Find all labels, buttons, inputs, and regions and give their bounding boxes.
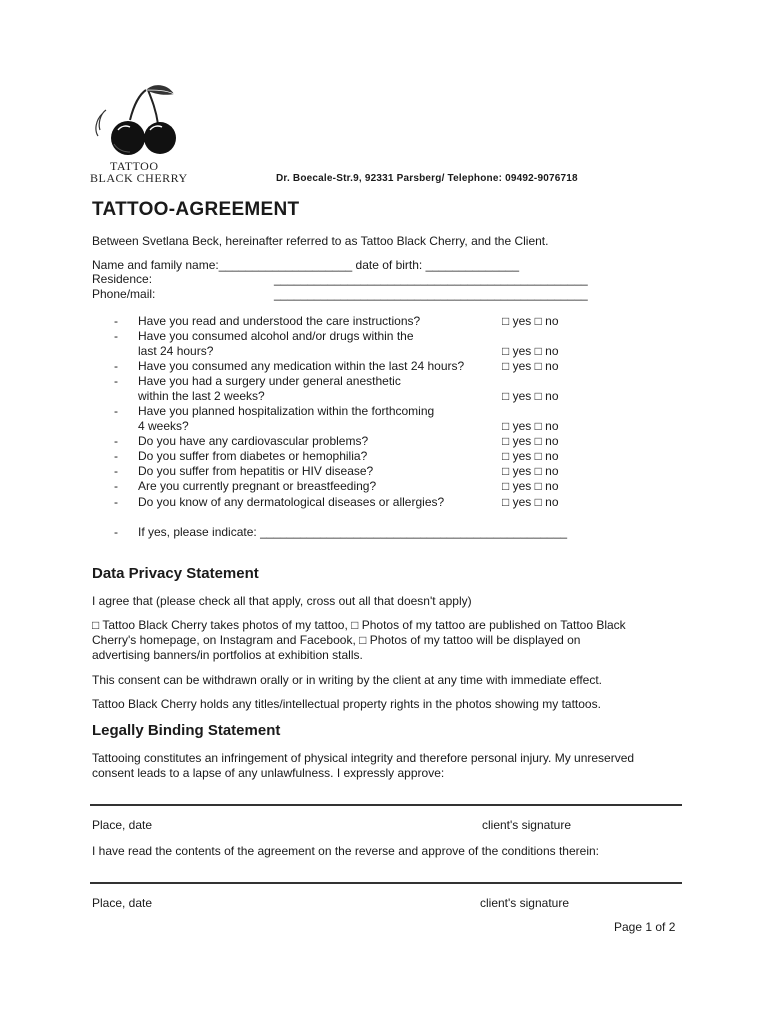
question-text: Are you currently pregnant or breastfeeding? — [138, 479, 377, 493]
list-dash: - — [114, 404, 118, 418]
question-text: Do you suffer from hepatitis or HIV disease? — [138, 464, 374, 478]
yes-no-checkbox[interactable]: □ yes □ no — [502, 344, 559, 358]
question-text: Do you know of any dermatological diseases or allergies? — [138, 495, 445, 509]
indicate-field[interactable]: If yes, please indicate: ______________________________________________ — [138, 525, 568, 539]
list-dash: - — [114, 464, 118, 478]
list-dash: - — [114, 314, 118, 328]
place-date-label: Place, date — [92, 896, 153, 910]
yes-no-checkbox[interactable]: □ yes □ no — [502, 495, 559, 509]
yes-no-checkbox[interactable]: □ yes □ no — [502, 314, 559, 328]
page-title: TATTOO-AGREEMENT — [92, 199, 300, 220]
signature-line[interactable] — [90, 882, 682, 884]
intro-text: Between Svetlana Beck, hereinafter referred to as Tattoo Black Cherry, and the Client. — [92, 234, 549, 248]
question-text: Have you consumed alcohol and/or drugs within the — [138, 329, 414, 343]
photo-consent-options[interactable]: Cherry's homepage, on Instagram and Facebook, □ Photos of my tattoo will be displayed on — [92, 633, 581, 647]
list-dash: - — [114, 495, 118, 509]
rights-text: Tattoo Black Cherry holds any titles/intellectual property rights in the photos showing my tattoos. — [92, 697, 601, 711]
page-number: Page 1 of 2 — [614, 920, 676, 934]
photo-consent-options[interactable]: □ Tattoo Black Cherry takes photos of my tattoo, □ Photos of my tattoo are published on Tattoo Black — [92, 618, 626, 632]
signature-line[interactable] — [90, 804, 682, 806]
signature-label: client's signature — [482, 818, 572, 832]
yes-no-checkbox[interactable]: □ yes □ no — [502, 389, 559, 403]
question-text: Have you planned hospitalization within the forthcoming — [138, 404, 435, 418]
logo-line-2: BLACK CHERRY — [90, 171, 188, 185]
legal-heading: Legally Binding Statement — [92, 722, 281, 739]
question-text: 4 weeks? — [138, 419, 189, 433]
logo — [88, 80, 198, 186]
place-date-label: Place, date — [92, 818, 153, 832]
list-dash: - — [114, 329, 118, 343]
reverse-approval-text: I have read the contents of the agreement on the reverse and approve of the conditions therein: — [92, 844, 599, 858]
question-text: last 24 hours? — [138, 344, 214, 358]
list-dash: - — [114, 449, 118, 463]
phone-label: Phone/mail: — [92, 287, 156, 301]
cherry-icon — [88, 80, 198, 160]
question-text: Have you consumed any medication within the last 24 hours? — [138, 359, 465, 373]
name-dob-field[interactable]: Name and family name:____________________ date of birth: ______________ — [92, 258, 520, 272]
photo-consent-text: advertising banners/in portfolios at exhibition stalls. — [92, 648, 363, 662]
question-text: within the last 2 weeks? — [138, 389, 265, 403]
yes-no-checkbox[interactable]: □ yes □ no — [502, 449, 559, 463]
yes-no-checkbox[interactable]: □ yes □ no — [502, 434, 559, 448]
address-line: Dr. Boecale-Str.9, 92331 Parsberg/ Telephone: 09492-9076718 — [276, 173, 578, 184]
question-text: Do you have any cardiovascular problems? — [138, 434, 369, 448]
residence-label: Residence: — [92, 272, 153, 286]
list-dash: - — [114, 374, 118, 388]
legal-text: Tattooing constitutes an infringement of physical integrity and therefore personal injury. My unreserved — [92, 751, 635, 765]
residence-field[interactable]: _______________________________________________ — [274, 272, 588, 286]
list-dash: - — [114, 479, 118, 493]
question-text: Have you read and understood the care instructions? — [138, 314, 421, 328]
signature-label: client's signature — [480, 896, 570, 910]
privacy-intro: I agree that (please check all that apply, cross out all that doesn't apply) — [92, 594, 472, 608]
question-text: Do you suffer from diabetes or hemophilia? — [138, 449, 368, 463]
list-dash: - — [114, 434, 118, 448]
yes-no-checkbox[interactable]: □ yes □ no — [502, 359, 559, 373]
legal-text: consent leads to a lapse of any unlawfulness. I expressly approve: — [92, 766, 445, 780]
yes-no-checkbox[interactable]: □ yes □ no — [502, 479, 559, 493]
question-text: Have you had a surgery under general anesthetic — [138, 374, 401, 388]
yes-no-checkbox[interactable]: □ yes □ no — [502, 419, 559, 433]
list-dash: - — [114, 359, 118, 373]
withdrawal-text: This consent can be withdrawn orally or in writing by the client at any time with immediate effect. — [92, 673, 603, 687]
yes-no-checkbox[interactable]: □ yes □ no — [502, 464, 559, 478]
privacy-heading: Data Privacy Statement — [92, 565, 259, 582]
list-dash: - — [114, 525, 118, 539]
phone-field[interactable]: _______________________________________________ — [274, 287, 588, 301]
logo-line-1: TATTOO — [110, 159, 159, 173]
